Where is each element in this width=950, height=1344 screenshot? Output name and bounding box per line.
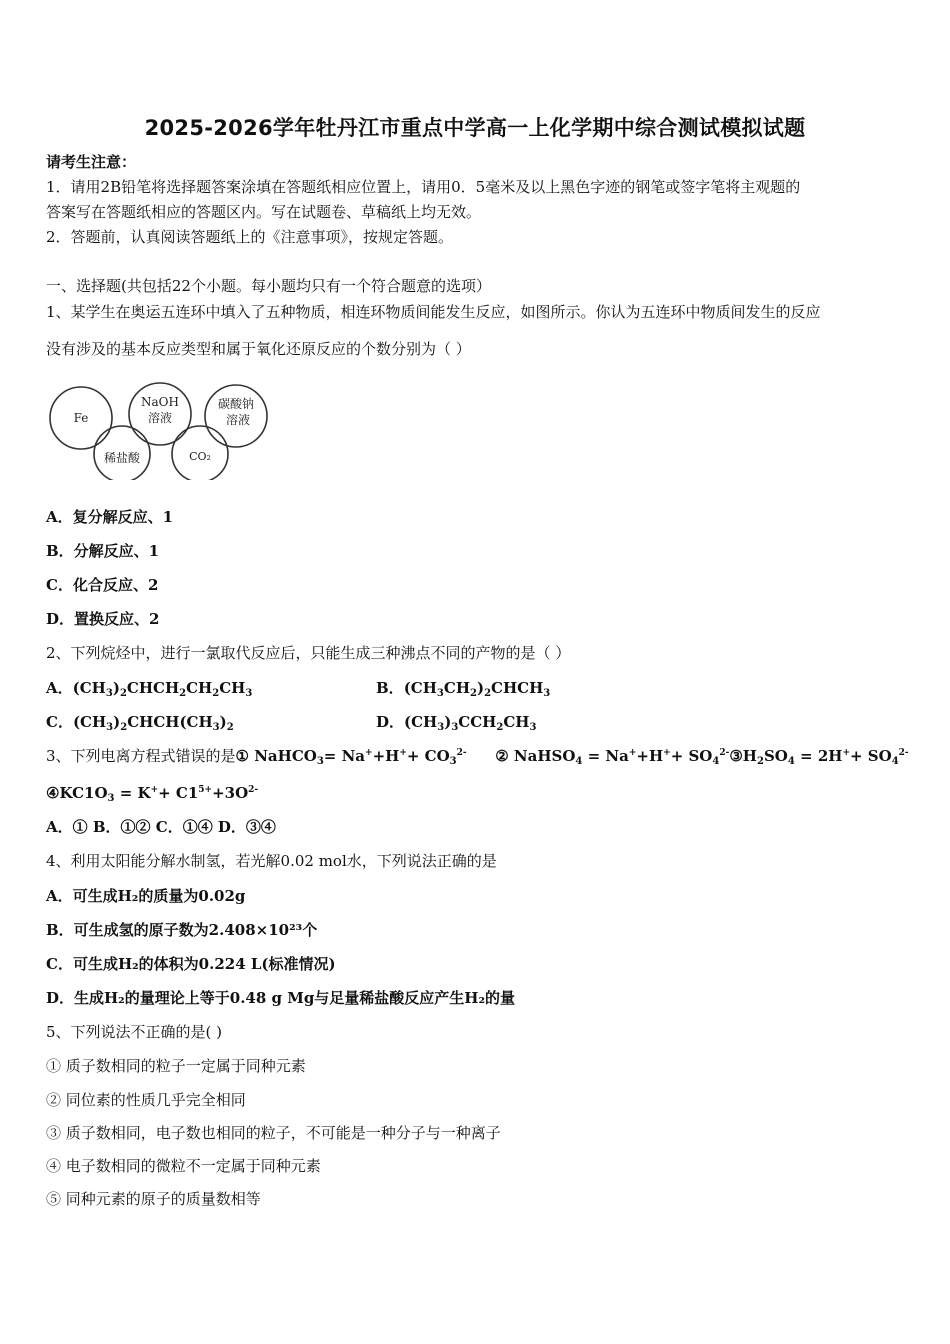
q4-option-a: A．可生成H₂的质量为0.02g	[46, 887, 246, 905]
q2-stem: 2、下列烷烃中，进行一氯取代反应后，只能生成三种沸点不同的产物的是（ ）	[46, 644, 571, 662]
notice-item-1b: 答案写在答题纸相应的答题区内。写在试题卷、草稿纸上均无效。	[46, 203, 482, 221]
q5-item-1: ① 质子数相同的粒子一定属于同种元素	[46, 1057, 306, 1075]
ring-label-co2: CO₂	[189, 450, 211, 463]
q2-option-a-label: A．	[46, 679, 73, 697]
ring-label-naoh-2: 溶液	[147, 411, 173, 425]
ring-label-na2co3-1: 碳酸钠	[217, 397, 255, 411]
q3-options: A．① B．①② C．①④ D．③④	[46, 818, 276, 836]
q4-option-d: D．生成H₂的量理论上等于0.48 g Mg与足量稀盐酸反应产生H₂的量	[46, 989, 516, 1007]
q4-stem: 4、利用太阳能分解水制氢，若光解0.02 mol水，下列说法正确的是	[46, 852, 497, 870]
section-heading: 一、选择题(共包括22个小题。每小题均只有一个符合题意的选项）	[46, 277, 491, 295]
ring-label-hcl: 稀盐酸	[103, 451, 141, 465]
olympic-rings-diagram	[46, 380, 276, 480]
q2-option-d: D．$(CH_3)_3CCH_2CH_3$	[376, 713, 537, 733]
q1-stem-a: 1、某学生在奥运五连环中填入了五种物质，相连环物质间能发生反应，如图所示。你认为五连环中物质间发生的反应	[46, 303, 821, 321]
q3-equation-4: $④KC1O_3 = K^++ C1^{5+}+3O^{2-}$	[46, 784, 259, 804]
q2-option-c: C．$(CH_3)_2CHCH(CH_3)_2$	[46, 713, 234, 733]
q2-option-d-label: D．	[376, 713, 405, 731]
q1-option-a: A．复分解反应、1	[46, 508, 174, 526]
q2-option-c-label: C．	[46, 713, 73, 731]
q1-stem-b: 没有涉及的基本反应类型和属于氧化还原反应的个数分别为（ ）	[46, 340, 471, 358]
ring-label-naoh-1: NaOH	[141, 395, 179, 409]
q5-item-2: ② 同位素的性质几乎完全相同	[46, 1091, 246, 1109]
q3-stem-prefix: 3、下列电离方程式错误的是	[46, 747, 236, 765]
notice-item-2: 2．答题前，认真阅读答题纸上的《注意事项》，按规定答题。	[46, 228, 454, 246]
page-title: 2025-2026学年牡丹江市重点中学高一上化学期中综合测试模拟试题	[144, 116, 806, 140]
q5-item-3: ③ 质子数相同，电子数也相同的粒子，不可能是一种分子与一种离子	[46, 1124, 501, 1142]
notice-item-1a: 1．请用2B铅笔将选择题答案涂填在答题纸相应位置上，请用0．5毫米及以上黑色字迹的钢笔或签字笔将主观题的	[46, 178, 801, 196]
q5-item-5: ⑤ 同种元素的原子的质量数相等	[46, 1190, 261, 1208]
q1-option-b: B．分解反应、1	[46, 542, 160, 560]
q5-stem: 5、下列说法不正确的是( )	[46, 1023, 223, 1041]
notice-heading: 请考生注意：	[46, 153, 137, 171]
q4-option-c: C．可生成H₂的体积为0.224 L(标准情况)	[46, 955, 336, 973]
q4-option-b: B．可生成氢的原子数为2.408×10²³个	[46, 921, 318, 939]
q1-option-d: D．置换反应、2	[46, 610, 160, 628]
q3-stem: 3、下列电离方程式错误的是① NaHCO$_3$= $Na^++H^++ CO_3^{2-}$ ② NaHSO$_4$ = $Na^++H^++ SO_4^{2-}③H_2SO_4 = 2H^++ SO_4^{2-}$	[46, 747, 909, 767]
q5-item-4: ④ 电子数相同的微粒不一定属于同种元素	[46, 1157, 321, 1175]
q2-option-b-label: B．	[376, 679, 404, 697]
q2-option-a: A．$(CH_3)_2CHCH_2CH_2CH_3$	[46, 679, 253, 699]
ring-label-fe: Fe	[73, 411, 89, 425]
q2-option-b: B．$(CH_3CH_2)_2CHCH_3$	[376, 679, 551, 699]
ring-label-na2co3-2: 溶液	[225, 413, 251, 427]
q1-option-c: C．化合反应、2	[46, 576, 159, 594]
